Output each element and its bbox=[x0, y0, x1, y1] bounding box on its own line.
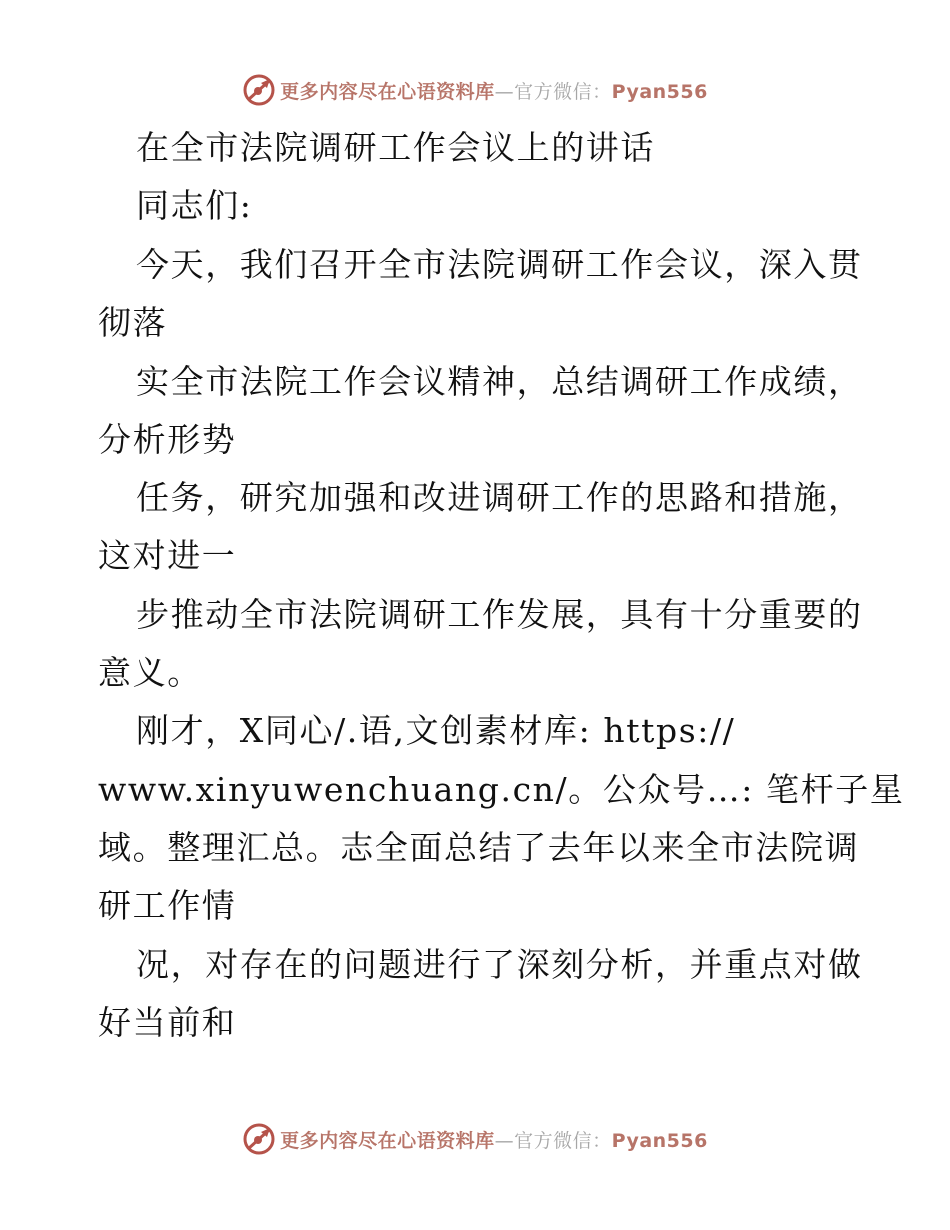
header-watermark-banner bbox=[0, 70, 950, 110]
paragraph-line: 刚才，X同心/.语,文创素材库: https:// bbox=[136, 711, 736, 750]
brand-logo-icon bbox=[242, 73, 276, 107]
paragraph-line-url: www.xinyuwenchuang.cn/。公众号…: 笔杆子星 bbox=[98, 770, 905, 809]
paragraph-line: 彻落 bbox=[98, 303, 168, 342]
document-title: 在全市法院调研工作会议上的讲话 bbox=[136, 128, 655, 167]
banner-separator: — bbox=[494, 80, 515, 103]
banner-main-text: 更多内容尽在心语资料库 bbox=[280, 80, 495, 103]
paragraph-line: 这对进一 bbox=[98, 536, 237, 575]
banner-id-text: Pyan556 bbox=[611, 80, 708, 103]
banner-channel-text: 官方微信： bbox=[514, 80, 612, 103]
paragraph-line: 域。整理汇总。志全面总结了去年以来全市法院调 bbox=[98, 828, 860, 867]
banner-separator: — bbox=[494, 1129, 515, 1152]
paragraph-line: 今天，我们召开全市法院调研工作会议，深入贯 bbox=[136, 245, 863, 284]
paragraph-line: 任务，研究加强和改进调研工作的思路和措施， bbox=[136, 478, 863, 517]
paragraph-line: 研工作情 bbox=[98, 886, 237, 925]
paragraph-line: 步推动全市法院调研工作发展，具有十分重要的 bbox=[136, 595, 863, 634]
paragraph-line: 分析形势 bbox=[98, 420, 237, 459]
salutation-line: 同志们: bbox=[136, 186, 253, 225]
paragraph-line: 意义。 bbox=[98, 653, 202, 692]
paragraph-line: 实全市法院工作会议精神，总结调研工作成绩， bbox=[136, 362, 863, 401]
paragraph-line: 好当前和 bbox=[98, 1003, 237, 1042]
banner-id-text: Pyan556 bbox=[611, 1129, 708, 1152]
brand-logo-icon bbox=[242, 1122, 276, 1156]
banner-channel-text: 官方微信： bbox=[514, 1129, 612, 1152]
paragraph-line: 况，对存在的问题进行了深刻分析，并重点对做 bbox=[136, 945, 863, 984]
banner-main-text: 更多内容尽在心语资料库 bbox=[280, 1129, 495, 1152]
footer-watermark-banner bbox=[0, 1119, 950, 1159]
